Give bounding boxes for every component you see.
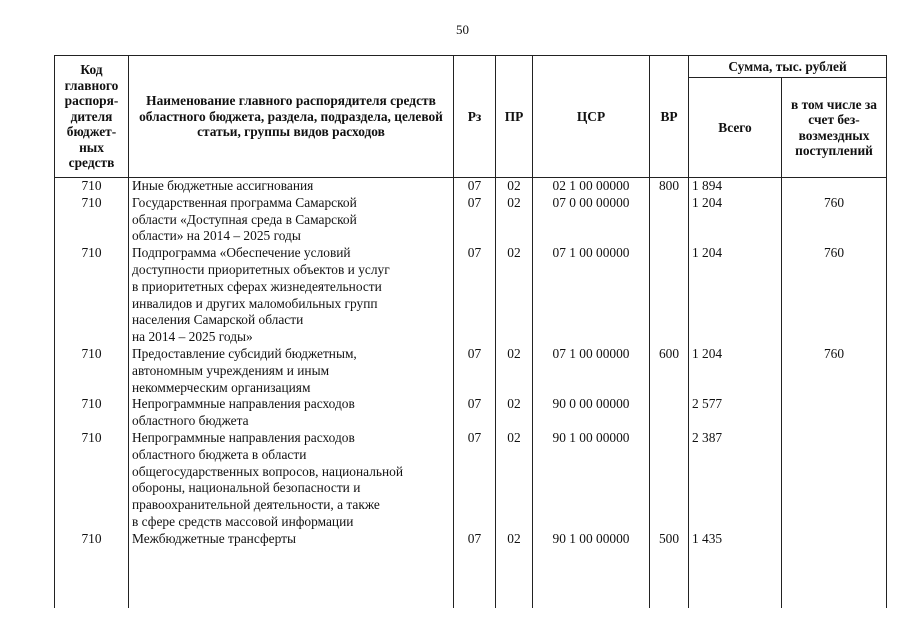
table-row [55,195,887,245]
header-sum: Сумма, тыс. рублей [689,56,887,78]
header-total: Всего [689,78,782,178]
cell-pr: 02 [496,396,533,430]
cell-rz: 07 [454,346,496,396]
cell-name: Непрограммные направления расходов областного бюджета [129,396,454,430]
cell-csr: 07 0 00 00000 [533,195,650,245]
cell-name: Предоставление субсидий бюджетным, автономным учреждениям и иным некоммерческим организациям [129,346,454,396]
cell-vr: 600 [650,346,689,396]
header-pr: ПР [496,56,533,178]
cell-name: Государственная программа Самарской области «Доступная среда в Самарской области» на 2014 – 2025 годы [129,195,454,245]
header-name: Наименование главного распорядителя средств областного бюджета, раздела, подраздела, целевой статьи, группы видов расходов [129,56,454,178]
table-row [55,178,887,195]
cell-total: 1 894 [689,178,782,195]
cell-csr: 90 0 00 00000 [533,396,650,430]
cell-vr [650,195,689,245]
cell-code: 710 [55,195,129,245]
cell-name: Межбюджетные трансферты [129,531,454,608]
header-vr: ВР [650,56,689,178]
cell-code: 710 [55,396,129,430]
cell-vr [650,245,689,346]
cell-free [782,531,887,608]
cell-code: 710 [55,178,129,195]
cell-total: 1 204 [689,346,782,396]
table-row [55,245,887,346]
cell-name: Непрограммные направления расходов областного бюджета в области общегосударственных вопросов, национальной обороны, национальной безопасности и правоохранительной деятельности, а также в сфере средств массовой информации [129,430,454,531]
cell-vr [650,396,689,430]
cell-csr: 02 1 00 00000 [533,178,650,195]
cell-rz: 07 [454,430,496,531]
table-header [55,56,887,178]
cell-code: 710 [55,346,129,396]
cell-csr: 07 1 00 00000 [533,346,650,396]
cell-rz: 07 [454,531,496,608]
cell-name: Иные бюджетные ассигнования [129,178,454,195]
cell-code: 710 [55,531,129,608]
cell-pr: 02 [496,245,533,346]
cell-total: 1 204 [689,195,782,245]
cell-rz: 07 [454,178,496,195]
header-rz: Рз [454,56,496,178]
header-code: Код главного распоря-дителя бюджет-ных средств [55,56,129,178]
cell-total: 2 577 [689,396,782,430]
cell-free: 760 [782,195,887,245]
cell-rz: 07 [454,245,496,346]
cell-total: 1 435 [689,531,782,608]
cell-pr: 02 [496,430,533,531]
cell-rz: 07 [454,195,496,245]
cell-csr: 90 1 00 00000 [533,531,650,608]
cell-vr [650,430,689,531]
cell-total: 1 204 [689,245,782,346]
cell-pr: 02 [496,531,533,608]
header-csr: ЦСР [533,56,650,178]
table-row [55,531,887,608]
table-row [55,430,887,531]
cell-code: 710 [55,245,129,346]
header-free: в том числе за счет без-возмездных поступлений [782,78,887,178]
cell-code: 710 [55,430,129,531]
cell-vr: 500 [650,531,689,608]
cell-free [782,430,887,531]
table-row [55,346,887,396]
cell-pr: 02 [496,195,533,245]
cell-free: 760 [782,346,887,396]
cell-free: 760 [782,245,887,346]
cell-total: 2 387 [689,430,782,531]
cell-free [782,178,887,195]
table-row [55,396,887,430]
page-number: 50 [456,22,469,37]
cell-free [782,396,887,430]
cell-csr: 90 1 00 00000 [533,430,650,531]
cell-pr: 02 [496,346,533,396]
table-body [55,178,887,608]
cell-pr: 02 [496,178,533,195]
cell-vr: 800 [650,178,689,195]
cell-rz: 07 [454,396,496,430]
cell-name: Подпрограмма «Обеспечение условий доступности приоритетных объектов и услуг в приоритетных сферах жизнедеятельности инвалидов и других маломобильных групп населения Самарской области на 2014 – 2025 годы» [129,245,454,346]
budget-table [54,55,887,608]
cell-csr: 07 1 00 00000 [533,245,650,346]
